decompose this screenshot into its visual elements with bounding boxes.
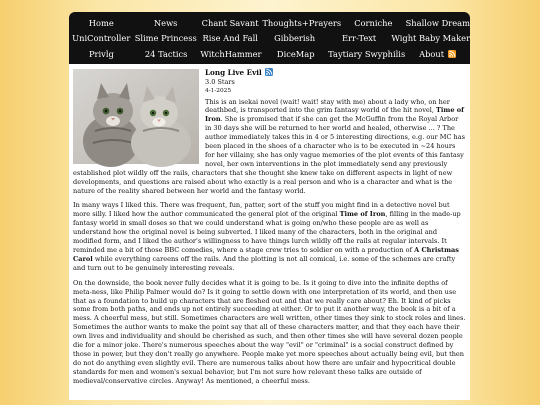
nav-row-2 — [69, 31, 470, 47]
post-date: 4-1-2025 — [205, 87, 232, 94]
nav-taytiary-swyphilis[interactable]: Taytiary Swyphilis — [328, 48, 406, 59]
nav-24-tactics[interactable]: 24 Tactics — [144, 48, 188, 59]
top-navigation — [69, 12, 470, 64]
post-rss-icon[interactable] — [265, 68, 273, 76]
nav-chant-savant[interactable]: Chant Savant — [201, 17, 259, 28]
review-paragraph-3: On the downside, the book never fully decides what it is going to be. Is it going to dive into the infinite depths of meta-ness, like Philip Palmer would do? Is it going to settle down with one interpretation of its world, and then use that as a foundation to build up characters that are fleshed out and that we really care about? Eh. It kind of picks some from both paths, and ends up not entirely succeeding at either. Or to put it another way, the book is a bit of a mess. A cheerful mess, but still. Sometimes characters are well written, other times they sink to stock roles and lines. Sometimes the author wants to make the point say that all of these characters matter, and that they each have their own lives and individuality and should be cherished as such, and then other times she will have several dozen people die for a minor joke. There's numerous speeches about the way "evil" or "criminal" is a social construct defined by those in power, but they don't really go anywhere. People make yet more speeches about actually being evil, but then do not do anything even slightly evil. There are numerous talks about how there are unfair and hypocritical double standards for men and women's sexual behavior, but I'm not sure how relevant these talks are outside of medieval/conservative circles. Anyway! As mentioned, a cheerful mess. — [73, 278, 466, 385]
nav-home[interactable]: Home — [88, 17, 114, 28]
nav-rise-and-fall[interactable]: Rise And Fall — [202, 33, 258, 44]
nav-err-text[interactable]: Err-Text — [341, 33, 377, 44]
review-paragraph-2: In many ways I liked this. There was frequent, fun, patter, sort of the stuff you might find in a detective novel but more silly. I liked how the author communicated the general plot of the original Time of Iron, filling in the made-up fantasy world in small doses so that we could understand what is going on/who these people are as well as understand how the original novel is being subverted. I liked many of the characters, both in the original and modified form, and I liked the author's willingness to have things lurch wildly off the rails at regular intervals. It reminded me a bit of those BBC comedies, where a stage crew tries to soldier on with a production of A Christmas Carol while everything careens off the rails. And the plotting is not all comical, i.e. some of the schemes are crafty and turn out to be genuinely interesting reveals. — [73, 201, 461, 272]
nav-wight-baby-maker[interactable]: Wight Baby Maker — [391, 33, 471, 44]
nav-slime-princess[interactable]: Slime Princess — [134, 33, 197, 44]
nav-thoughts-prayers[interactable]: Thoughts+Prayers — [262, 17, 342, 28]
nav-witchhammer[interactable]: WitchHammer — [200, 48, 262, 59]
nav-gibberish[interactable]: Gibberish — [274, 33, 316, 44]
nav-about[interactable]: About — [419, 48, 445, 59]
post-title[interactable]: Long Live Evil — [205, 67, 262, 77]
book-title-time-of-iron: Time of Iron — [205, 106, 464, 124]
book-title-time-of-iron-2: Time of Iron — [339, 210, 386, 219]
nav-row-1 — [69, 15, 470, 31]
post-rating: 3.0 Stars — [205, 77, 235, 86]
post-content — [69, 64, 470, 400]
nav-privlg[interactable]: Privlg — [88, 48, 114, 59]
nav-shallow-dream[interactable]: Shallow Dream — [405, 17, 470, 28]
nav-row-3 — [69, 46, 470, 62]
page-wrapper — [69, 12, 470, 400]
nav-about-group — [405, 49, 470, 59]
rss-icon[interactable] — [448, 50, 456, 58]
review-paragraph-1: This is an isekai novel (wait! wait! stay with me) about a lady who, on her deathbed, is transported into the grim fantasy world of the hit novel, Time of Iron. She is promised that if she can get the McGuffin from the Royal Arbor in 30 days she will be returned to her world and healed, otherwise ... ? The author immediately takes this in 4 or 5 interesting directions, e.g. our MC has been placed in the shoes of a character who is to be executed in ~24 hours for her villainy, she has only vague memories of the plot events of this fantasy novel, her own interventions in the plot immediately send any previously established plot wildly off the rails, characters that she thought she knew take on different aspects in light of new developments, and questions are raised about who exactly is a real person and who is a character and what is the nature of the reality shared between her world and the fantasy world. — [73, 97, 466, 195]
kittens-photo — [73, 69, 199, 164]
nav-corniche[interactable]: Corniche — [354, 17, 393, 28]
nav-news[interactable]: News — [153, 17, 178, 28]
nav-dicemap[interactable]: DiceMap — [276, 48, 315, 59]
nav-unicontroller[interactable]: UniController — [72, 33, 131, 44]
book-title-christmas-carol: A Christmas Carol — [73, 246, 459, 263]
